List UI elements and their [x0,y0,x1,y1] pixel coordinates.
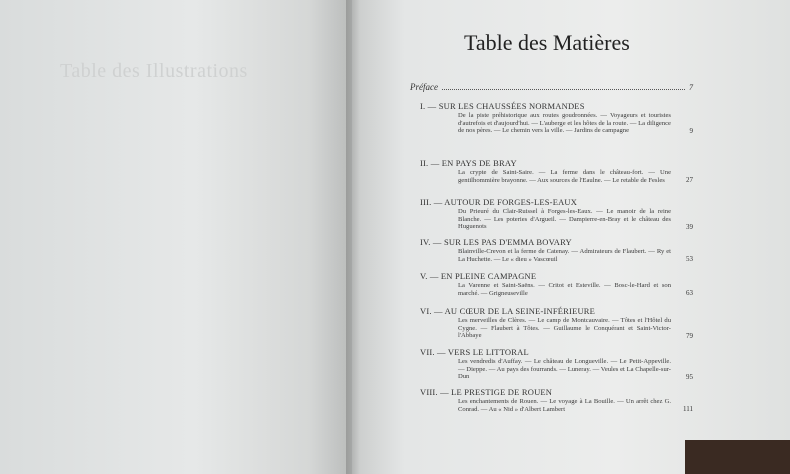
chapter-heading: VII. — VERS LE LITTORAL [420,347,529,357]
chapter-heading: V. — EN PLEINE CAMPAGNE [420,271,537,281]
chapter-heading: VI. — AU CŒUR DE LA SEINE-INFÉRIEURE [420,306,596,316]
chapter-body [420,317,693,340]
chapter-page-number: 79 [686,331,693,340]
chapter-page-number: 95 [686,372,693,381]
chapter-description: Blainville-Crevon et la ferme de Catenay. — Admirateurs de Flaubert. — Ry et La Huchette. — Le « dieu » Vascœuil [458,248,671,263]
chapter-body [420,169,693,184]
chapter-description: Les enchantements de Rouen. — Le voyage à La Bouille. — Un arrêt chez G. Conrad. — Au « Nid » d'Albert Lambert [458,398,671,413]
chapter-page-number: 63 [686,289,693,298]
toc-title: Table des Matières [464,30,630,55]
toc-chapter [420,101,693,135]
chapter-description: Les merveilles de Clères. — Le camp de Montcauvaire. — Tôtes et l'Hôtel du Cygne. — Flaubert à Tôtes. — Guillaume le Conquérant et Saint-Victor-l'Abbaye [458,317,671,340]
right-page [352,0,790,474]
chapter-description: Du Prieuré du Clair-Ruissel à Forges-les-Eaux. — Le manoir de la reine Blanche. — Les poteries d'Argueil. — Dampierre-en-Bray et le château des Huguenots [458,208,671,231]
chapter-description: La crypte de Saint-Saire. — La ferme dans le château-fort. — Une gentilhommière brayonne. — Aux sources de l'Eaulne. — Le retable de Fesles [458,169,671,184]
chapter-page-number: 9 [689,126,693,135]
chapter-page-number: 27 [686,176,693,185]
chapter-description: La Varenne et Saint-Saëns. — Critot et Esteville. — Bosc-le-Hard et son marché. — Grigneuseville [458,282,671,297]
preface-page: 7 [689,83,693,92]
book-gutter [346,0,366,474]
chapter-heading: I. — SUR LES CHAUSSÉES NORMANDES [420,101,585,111]
toc-chapter [420,306,693,340]
chapter-body [420,282,693,297]
chapter-body [420,112,693,135]
left-page-ghost-title: Table des Illustrations [60,60,248,82]
toc-chapter [420,347,693,381]
left-page [0,0,352,474]
chapter-heading: III. — AUTOUR DE FORGES-LES-EAUX [420,197,578,207]
chapter-body [420,208,693,231]
chapter-body [420,398,693,413]
chapter-description: Les vendredis d'Auffay. — Le château de Longueville. — Le Petit-Appeville. — Dieppe. — Au pays des fourrands. — Luneray. — Veules et La Chapelle-sur-Dun [458,358,671,381]
table-surface [685,440,790,474]
chapter-page-number: 111 [683,405,693,414]
chapter-body [420,248,693,263]
chapter-heading: IV. — SUR LES PAS D'EMMA BOVARY [420,237,572,247]
chapter-page-number: 53 [686,255,693,264]
toc-chapter [420,271,693,297]
toc-chapter [420,237,693,263]
toc-chapter [420,387,693,413]
chapter-heading: VIII. — LE PRESTIGE DE ROUEN [420,387,553,397]
toc-preface [410,82,693,92]
chapter-body [420,358,693,381]
preface-label: Préface [410,82,438,92]
dot-leader [442,89,685,90]
chapter-heading: II. — EN PAYS DE BRAY [420,158,517,168]
toc-chapter [420,197,693,231]
toc-chapter [420,158,693,184]
chapter-description: De la piste préhistorique aux routes goudronnées. — Voyageurs et touristes d'autrefois et d'aujourd'hui. — L'auberge et les hôtes de la route. — La diligence de nos pères. — Le chemin vers la ville. — Jardins de campagne [458,112,671,135]
chapter-page-number: 39 [686,222,693,231]
